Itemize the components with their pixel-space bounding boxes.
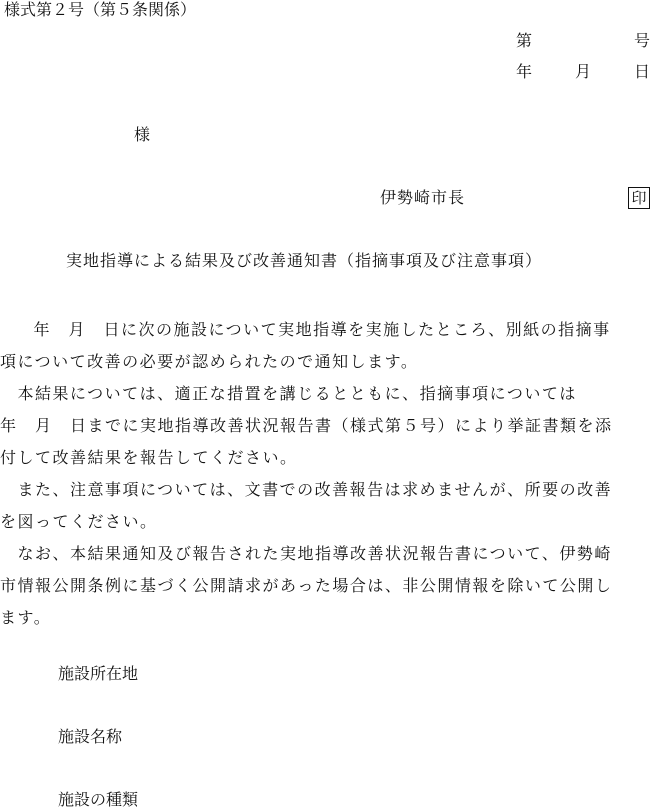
- body-line: 本結果については、適正な措置を講じるとともに、指摘事項については: [0, 384, 577, 403]
- document-number: [516, 31, 650, 51]
- body-line: 年 月 日までに実地指導改善状況報告書（様式第５号）により挙証書類を添: [0, 416, 613, 435]
- seal-mark: 印: [628, 187, 650, 209]
- body-line: 年 月 日に次の施設について実地指導を実施したところ、別紙の指摘事: [16, 320, 611, 339]
- body-line: なお、本結果通知及び報告された実地指導改善状況報告書について、伊勢崎: [0, 544, 612, 563]
- date-day: 日: [633, 62, 650, 81]
- recipient-honorific: 様: [134, 125, 151, 144]
- form-number-label: 様式第２号（第５条関係）: [4, 0, 197, 19]
- body-line: また、注意事項については、文書での改善報告は求めませんが、所要の改善: [0, 480, 613, 499]
- body-line: 付して改善結果を報告してください。: [0, 448, 298, 467]
- document-title: 実地指導による結果及び改善通知書（指摘事項及び注意事項）: [66, 251, 543, 270]
- facility-name-label: 施設名称: [58, 727, 123, 746]
- body-line: を図ってください。: [0, 512, 158, 531]
- body-line: ます。: [0, 608, 52, 627]
- date-year: 年: [516, 62, 533, 81]
- facility-address-label: 施設所在地: [58, 664, 139, 683]
- document-date: [516, 62, 650, 82]
- body-line: 市情報公開条例に基づく公開請求があった場合は、非公開情報を除いて公開し: [0, 576, 613, 595]
- date-month: 月: [574, 62, 591, 81]
- document-number-prefix: 第: [516, 31, 533, 50]
- issuer-name: 伊勢崎市長: [380, 188, 466, 207]
- body-line: 項について改善の必要が認められたので通知します。: [0, 352, 419, 371]
- notice-body: [0, 314, 666, 634]
- facility-type-label: 施設の種類: [58, 790, 139, 809]
- document-number-suffix: 号: [633, 31, 650, 50]
